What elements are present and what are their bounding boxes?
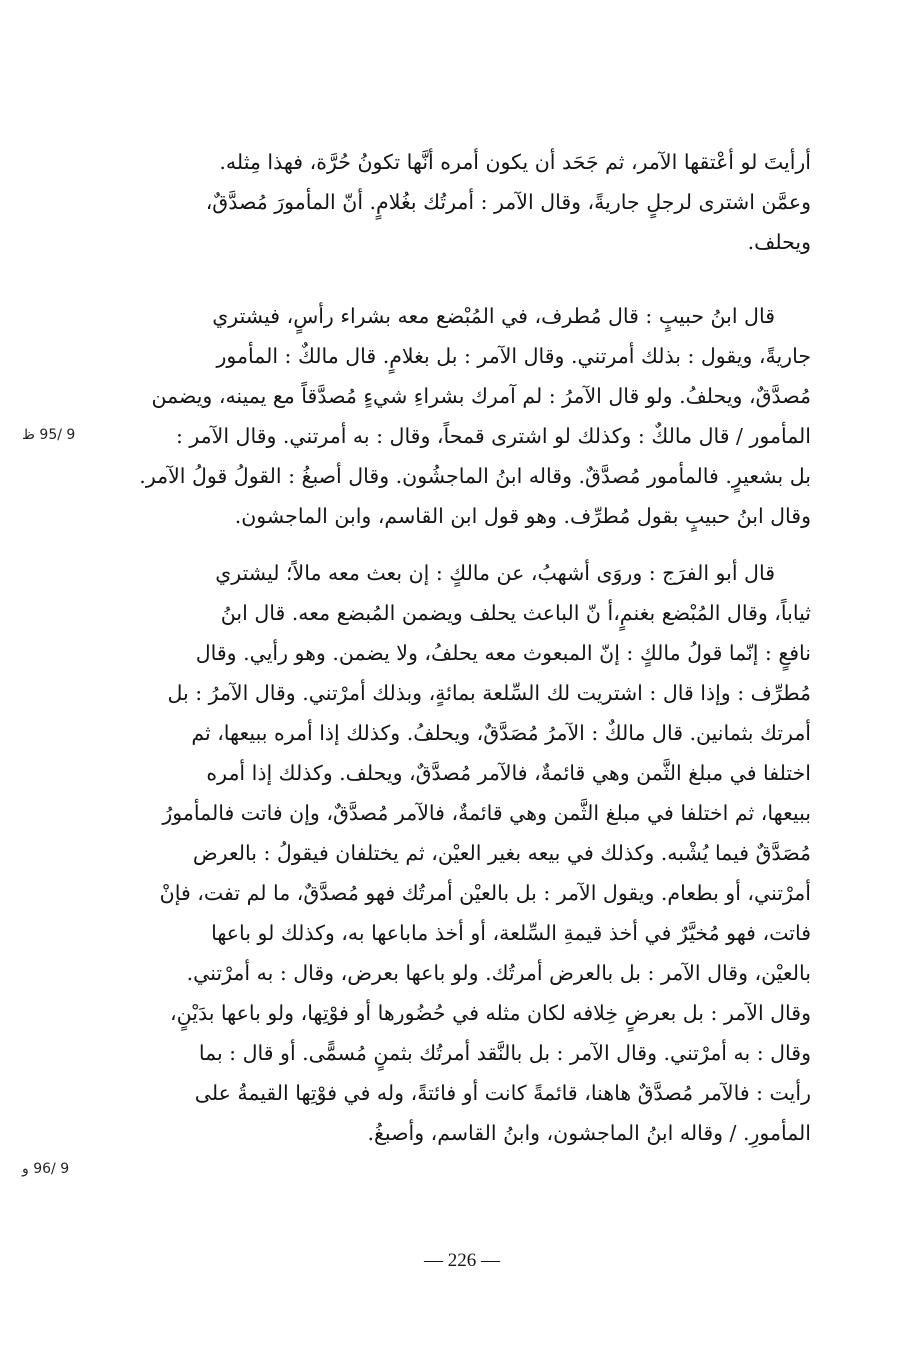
text-line: بل بشعيرٍ. فالمأمور مُصدَّقٌ. وقاله ابنُ الماجشُون. وقال أصبغُ : القولُ قولُ الآمر. bbox=[139, 464, 811, 488]
paragraph-1 bbox=[118, 142, 811, 262]
paragraph-3 bbox=[118, 553, 811, 1153]
margin-note-folio: 9 /96 و bbox=[22, 1161, 70, 1177]
text-line: وقال : به أمرْتني. وقال الآمر : بل بالنَّقد أمرتُك بثمنٍ مُسمًّى. أو قال : بما bbox=[198, 1041, 811, 1065]
margin-note-folio: 9 /95 ظ bbox=[22, 427, 76, 443]
page-number: — 226 — bbox=[424, 1250, 500, 1271]
text-line: أرأيتَ لو أعْتقها الآمر، ثم جَحَد أن يكون أمره أنَّها تكونُ حُرَّة، فهذا مِثله. bbox=[219, 150, 811, 174]
text-line: مُصدَّقٌ، ويحلفُ. ولو قال الآمرُ : لم آمرك بشراءِ شيءٍ مُصدَّقاً مع يمينه، ويضمن bbox=[151, 384, 811, 408]
text-line: وقال ابنُ حبيبٍ بقول مُطرِّف. وهو قول ابن القاسم، وابن الماجشون. bbox=[234, 504, 811, 528]
text-line: قال ابنُ حبيبٍ : قال مُطرف، في المُبْضع معه بشراء رأسٍ، فيشتري bbox=[212, 304, 775, 328]
text-line: ثياباً، وقال المُبْضع بغنمٍ،أ نّ الباعث يحلف ويضمن المُبضع معه. قال ابنُ bbox=[220, 601, 811, 625]
text-line: المأمورِ. / وقاله ابنُ الماجشون، وابنُ القاسم، وأصبغُ. bbox=[367, 1121, 811, 1145]
text-line: أمرْتني، أو بطعام. ويقول الآمر : بل بالعيْن أمرتُك فهو مُصدَّقٌ، ما لم تفت، فإنْ bbox=[159, 881, 811, 905]
text-line: وقال الآمر : بل بعرضٍ خِلافه لكان مثله في حُضُورها أو فوْتِها، ولو باعها بدَيْنٍ، bbox=[170, 1001, 811, 1025]
paragraph-2 bbox=[118, 296, 811, 536]
text-line: اختلفا في مبلغ الثَّمن وهي قائمةٌ، فالآمر مُصدَّقٌ، ويحلف. وكذلك إذا أمره bbox=[206, 761, 811, 785]
text-line: ويحلف. bbox=[747, 230, 811, 254]
text-line: مُصَدَّقٌ فيما يُشْبه. وكذلك في بيعه بغير العيْن، ثم يختلفان فيقولُ : بالعرض bbox=[192, 841, 811, 865]
text-line: أمرتك بثمانين. قال مالكٌ : الآمرُ مُصَدَّقٌ، ويحلفُ. وكذلك إذا أمره ببيعها، ثم bbox=[191, 721, 811, 745]
text-line: جاريةً، ويقول : بذلك أمرتني. وقال الآمر : بل بغلامٍ. قال مالكٌ : المأمور bbox=[216, 344, 811, 368]
text-line: مُطرِّف : وإذا قال : اشتريت لك السِّلعة بمائةٍ، وبذلك أمرْتني. وقال الآمرُ : بل bbox=[167, 681, 811, 705]
text-line: المأمور / قال مالكٌ : وكذلك لو اشترى قمحاً، وقال : به أمرتني. وقال الآمر : bbox=[175, 424, 811, 448]
text-line: فاتت، فهو مُخيَّرٌ في أخذ قيمةِ السِّلعة، أو أخذ ماباعها به، وكذلك لو باعها bbox=[211, 921, 811, 945]
text-line: بالعيْن، وقال الآمر : بل بالعرض أمرتُك. ولو باعها بعرض، وقال : به أمرْتني. bbox=[186, 961, 811, 985]
text-line: وعمَّن اشترى لرجلٍ جاريةً، وقال الآمر : أمرتُك بغُلامٍ. أنّ المأمورَ مُصدَّقٌ، bbox=[205, 190, 811, 214]
text-line: نافعٍ : إنّما قولُ مالكٍ : إنّ المبعوث معه يحلفُ، ولا يضمن. وهو رأيي. وقال bbox=[195, 641, 811, 665]
text-line: ببيعها، ثم اختلفا في مبلغ الثَّمن وهي قائمةٌ، فالآمر مُصدَّقٌ، وإن فاتت فالمأمورُ bbox=[162, 801, 811, 825]
text-line: قال أبو الفرَج : وروَى أشهبُ، عن مالكٍ : إن بعث معه مالاً؛ ليشتري bbox=[215, 561, 775, 585]
text-line: رأيت : فالآمر مُصدَّقٌ هاهنا، قائمةً كانت أو فائتةً، وله في فوْتِها القيمةُ على bbox=[194, 1081, 811, 1105]
